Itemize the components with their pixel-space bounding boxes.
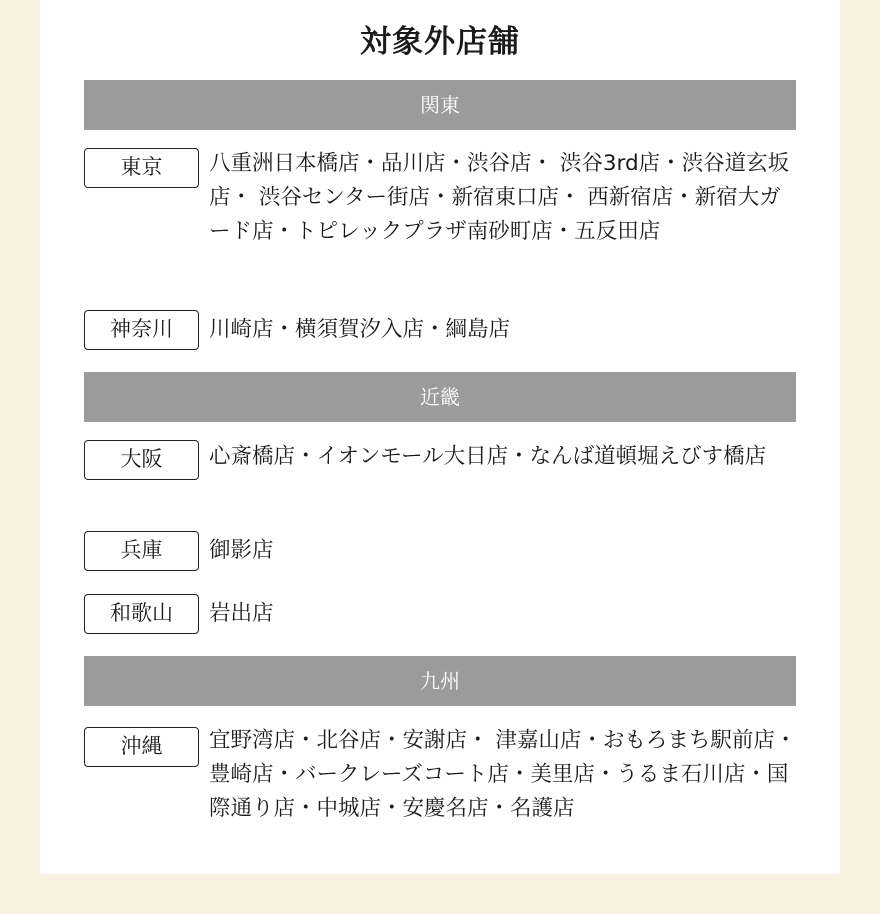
prefecture-label-okinawa: 沖縄 xyxy=(84,727,199,767)
page-title: 対象外店舗 xyxy=(360,24,520,60)
store-list-wakayama: 岩出店 xyxy=(209,601,274,626)
prefecture-label-wakayama: 和歌山 xyxy=(84,594,199,634)
region-header-kyushu: 九州 xyxy=(84,656,796,706)
region-header-kinki: 近畿 xyxy=(84,372,796,422)
region-header-kanto: 関東 xyxy=(84,80,796,130)
store-list-hyogo: 御影店 xyxy=(209,538,274,563)
store-list-osaka: 心斎橋店・イオンモール大日店・なんば道頓堀えびす橋店 xyxy=(209,444,767,469)
prefecture-label-osaka: 大阪 xyxy=(84,440,199,480)
store-list-tokyo: 八重洲日本橋店・品川店・渋谷店・ 渋谷3rd店・渋谷道玄坂店・ 渋谷センター街店・新宿東口店・ 西新宿店・新宿大ガード店・トピレックプラザ南砂町店・五反田店 xyxy=(209,151,790,244)
prefecture-label-hyogo: 兵庫 xyxy=(84,531,199,571)
excluded-stores-card xyxy=(40,0,840,874)
prefecture-label-tokyo: 東京 xyxy=(84,148,199,188)
store-list-kanagawa: 川崎店・横須賀汐入店・綱島店 xyxy=(209,317,511,342)
store-list-okinawa: 宜野湾店・北谷店・安謝店・ 津嘉山店・おもろまち駅前店・ 豊崎店・バークレーズコート店・美里店・うるま石川店・国際通り店・中城店・安慶名店・名護店 xyxy=(209,728,797,821)
prefecture-label-kanagawa: 神奈川 xyxy=(84,310,199,350)
